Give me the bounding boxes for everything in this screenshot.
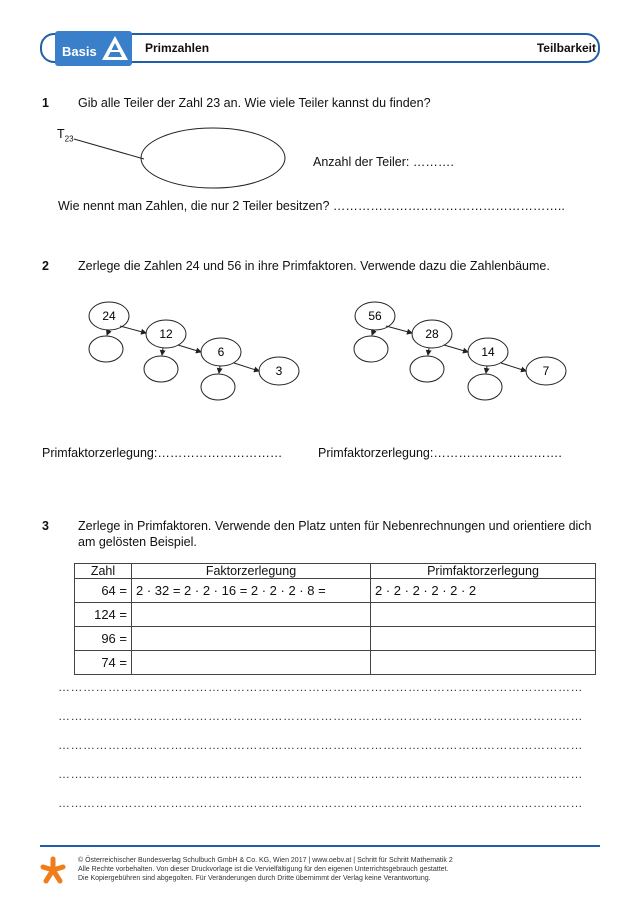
factor-tree-56 (335, 295, 575, 410)
scratch-line[interactable]: ……………………………………………………………………………………………………………… (58, 796, 583, 810)
cell-faktor[interactable] (132, 603, 371, 627)
task-2-number: 2 (42, 259, 49, 273)
tree-label-24: 24 (102, 309, 116, 323)
tree-label-56: 56 (368, 309, 382, 323)
cell-faktor[interactable] (132, 627, 371, 651)
factorization-table (74, 563, 596, 675)
tree-answer-slot (468, 374, 502, 400)
tree-label-6: 6 (217, 345, 225, 359)
task-1-number: 1 (42, 96, 49, 110)
tree-answer-slot (354, 336, 388, 362)
footer-copyright (78, 856, 598, 883)
cell-prim[interactable] (371, 603, 596, 627)
task-2-prompt: Zerlege die Zahlen 24 und 56 in ihre Primfaktoren. Verwende dazu die Zahlenbäume. (78, 259, 550, 273)
triangle-logo-icon (100, 33, 130, 63)
table-row (75, 579, 596, 603)
footer-divider (40, 845, 600, 847)
tree-answer-slot (144, 356, 178, 382)
result-label-56: Primfaktorzerlegung:…………………………. (318, 446, 562, 460)
scratch-line[interactable]: ……………………………………………………………………………………………………………… (58, 709, 583, 723)
page-title: Primzahlen (145, 41, 210, 55)
task-1-prompt: Gib alle Teiler der Zahl 23 an. Wie viele Teiler kannst du finden? (78, 96, 431, 110)
cell-zahl: 64 = (75, 579, 132, 603)
cell-zahl: 96 = (75, 627, 132, 651)
footer-line-1: © Österreichischer Bundesverlag Schulbuch GmbH & Co. KG, Wien 2017 | www.oebv.at | Schritt für Schritt Mathematik 2 (78, 857, 453, 864)
cell-prim: 2 · 2 · 2 · 2 · 2 · 2 (371, 579, 596, 603)
tree-answer-slot (201, 374, 235, 400)
column-header-faktor: Faktorzerlegung (132, 564, 371, 579)
tree-answer-slot (89, 336, 123, 362)
tree-label-3: 3 (275, 364, 283, 378)
divisor-count-label: Anzahl der Teiler: ………. (313, 155, 454, 169)
divisor-set-ellipse[interactable] (70, 125, 300, 195)
tree-label-12: 12 (159, 327, 173, 341)
tree-label-14: 14 (481, 345, 495, 359)
table-row (75, 651, 596, 675)
task-3-number: 3 (42, 519, 49, 533)
scratch-line[interactable]: ……………………………………………………………………………………………………………… (58, 767, 583, 781)
tree-label-7: 7 (542, 364, 550, 378)
column-header-zahl: Zahl (75, 564, 132, 579)
page-topic: Teilbarkeit (536, 41, 596, 55)
cell-prim[interactable] (371, 627, 596, 651)
oebv-star-logo-icon (40, 856, 66, 884)
factor-tree-24 (70, 295, 310, 410)
tree-answer-slot (410, 356, 444, 382)
prime-name-question: Wie nennt man Zahlen, die nur 2 Teiler besitzen? ……………………………………………….. (58, 199, 565, 213)
cell-zahl: 124 = (75, 603, 132, 627)
table-row (75, 627, 596, 651)
cell-faktor[interactable] (132, 651, 371, 675)
result-label-24: Primfaktorzerlegung:………………………… (42, 446, 283, 460)
task-3-prompt-line2: am gelösten Beispiel. (78, 535, 197, 549)
footer-line-3: Die Kopiergebühren sind abgegolten. Für Veränderungen durch Dritte übernimmt der Verlag keine Verantwortung. (78, 875, 431, 882)
cell-prim[interactable] (371, 651, 596, 675)
task-3-prompt-line1: Zerlege in Primfaktoren. Verwende den Platz unten für Nebenrechnungen und orientiere dich (78, 519, 592, 533)
cell-zahl: 74 = (75, 651, 132, 675)
scratch-line[interactable]: ……………………………………………………………………………………………………………… (58, 680, 583, 694)
tree-label-28: 28 (425, 327, 439, 341)
divisor-set-label: $T_{23}$ (57, 127, 74, 144)
scratch-line[interactable]: ……………………………………………………………………………………………………………… (58, 738, 583, 752)
footer-line-2: Alle Rechte vorbehalten. Von dieser Druckvorlage ist die Vervielfältigung für den eigenen Unterrichtsgebrauch gestattet. (78, 866, 449, 873)
logo-label: Basis (62, 44, 97, 59)
cell-faktor: 2 · 32 = 2 · 2 · 16 = 2 · 2 · 2 · 8 = (132, 579, 371, 603)
table-row (75, 603, 596, 627)
column-header-prim: Primfaktorzerlegung (371, 564, 596, 579)
